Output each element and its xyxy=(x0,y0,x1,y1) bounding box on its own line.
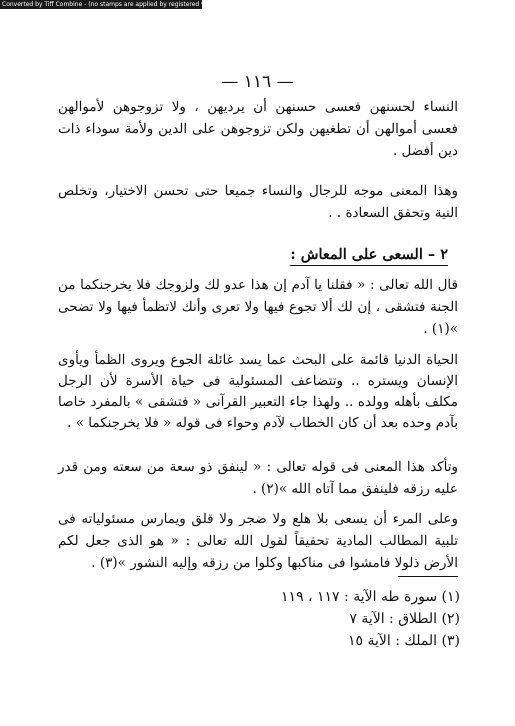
page-number: — ١١٦ — xyxy=(221,72,294,92)
section-heading-text: ٢ – السعى على المعاش : xyxy=(290,246,448,266)
paragraph-quran-verse xyxy=(58,274,458,340)
paragraph-text: وهذا المعنى موجه للرجال والنساء جميعا حتى تحسن الاختيار، وتخلص النية وتحقق السعادة . . xyxy=(58,183,458,221)
footnote-divider xyxy=(398,576,458,577)
paragraph-text: وعلى المرء أن يسعى بلا هلع ولا ضجر ولا قلق ويمارس مسئولياته فى تلبية المطالب المادية تحقيقاً لقول الله تعالى : « هو الذى جعل لكم الأرض ذلولا فامشوا فى مناكبها وكلوا من رزقه وإليه النشور »(٣) . xyxy=(58,511,458,571)
paragraph-hadith-ending xyxy=(58,96,458,162)
paragraph-worldly-life xyxy=(58,350,458,434)
footnote-3: (٣) الملك : الآية ١٥ xyxy=(348,633,460,649)
paragraph-text: الحياة الدنيا قائمة على البحث عما يسد غائلة الجوع ويروى الظمأ ويأوى الإنسان ويستره .. وتتضاعف المسئولية فى حياة الأسرة لأن الرجل مكلف بأهله وولده .. ولهذا جاء التعبير القرآنى « فتشقى » بالمفرد خاصا بآدم وحده بعد أن كان الخطاب لآدم وحواء فى قوله « فلا يخرجنكما » . xyxy=(58,352,458,431)
section-heading xyxy=(0,246,448,266)
paragraph-meaning xyxy=(58,180,458,224)
footnote-2: (٢) الطلاق : الآية ٧ xyxy=(349,611,460,627)
paragraph-spending xyxy=(58,456,458,500)
paragraph-text: وتأكد هذا المعنى فى قوله تعالى : « لينفق ذو سعة من سعته ومن قدر عليه رزقه فلينفق مما آتاه الله »(٢) . xyxy=(58,459,458,497)
paragraph-striving xyxy=(58,508,458,574)
converter-banner: Converted by Tiff Combine - (no stamps are applied by registered version) xyxy=(2,1,226,8)
paragraph-text: قال الله تعالى : « فقلنا يا آدم إن هذا عدو لك ولزوجك فلا يخرجنكما من الجنة فتشقى ، إن لك ألا تجوع فيها ولا تعرى وأنك لاتظمأ فيها ولا تضحى »(١) . xyxy=(58,277,458,337)
paragraph-text: النساء لحسنهن فعسى حسنهن أن يرديهن ، ولا تزوجوهن لأموالهن فعسى أموالهن أن تطغيهن ولكن تزوجوهن على الدين ولأمة سوداء ذات دين أفضل . xyxy=(58,99,458,159)
footnotes xyxy=(200,586,460,652)
footnote-1: (١) سورة طه الآية : ١١٧ ، ١١٩ xyxy=(281,589,460,605)
